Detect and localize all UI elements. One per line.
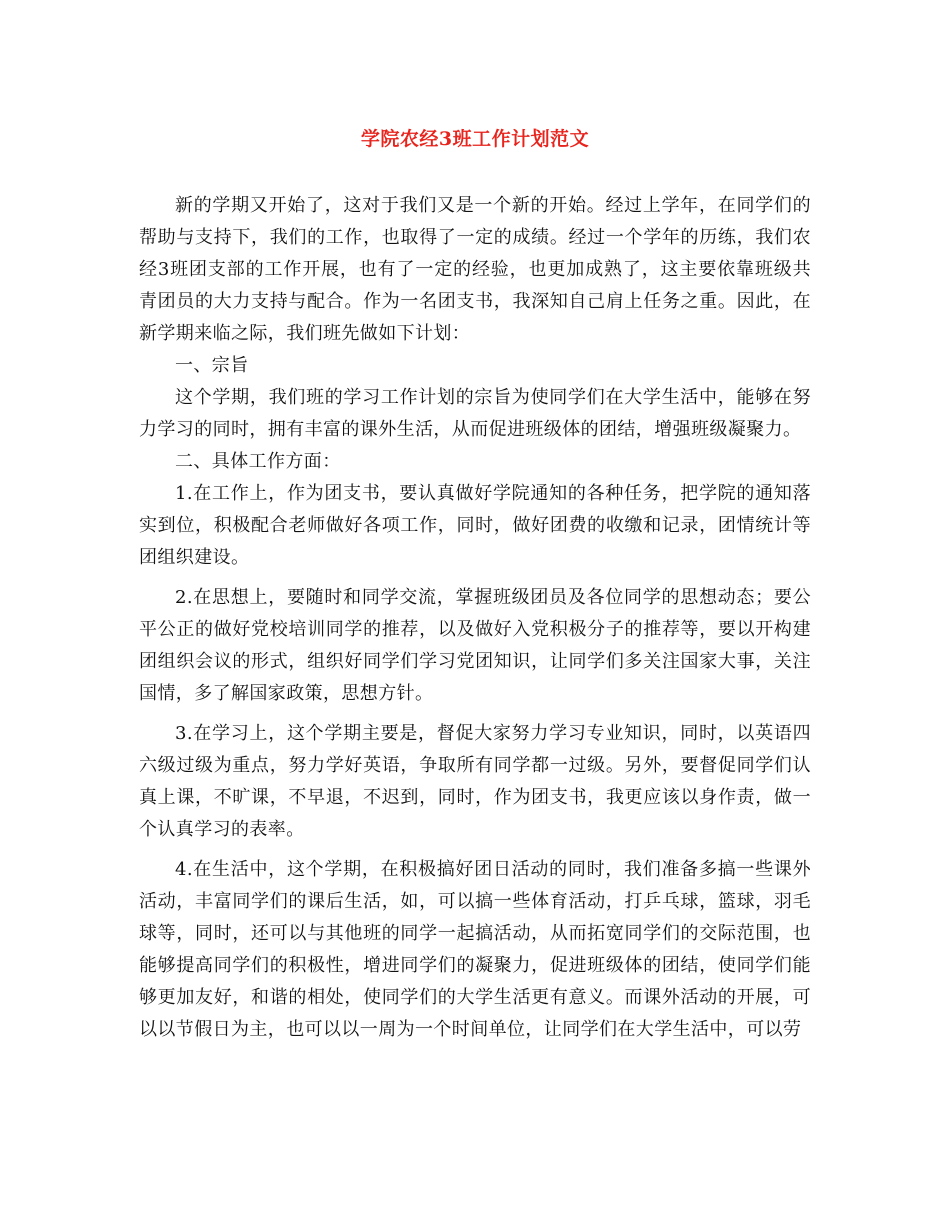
document-title: 学院农经3班工作计划范文 [360,128,590,150]
section-heading-work: 二、具体工作方面： [175,451,341,472]
paragraph-item-life: 4.在生活中，这个学期，在积极搞好团日活动的同时，我们准备多搞一些课外活动，丰富同学们的课后生活，如，可以搞一些体育活动，打乒乓球，篮球，羽毛球等，同时，还可以与其他班的同学一起搞活动，从而拓宽同学们的交际范围，也能够提高同学们的积极性，增进同学们的凝聚力，促进班级体的团结，使同学们能够更加友好，和谐的相处，使同学们的大学生活更有意义。而课外活动的开展，可以以节假日为主，也可以以一周为一个时间单位，让同学们在大学生活中，可以劳 [139,859,811,1040]
paragraph-item-thought: 2.在思想上，要随时和同学交流，掌握班级团员及各位同学的思想动态；要公平公正的做好党校培训同学的推荐，以及做好入党积极分子的推荐等，要以开构建团组织会议的形式，组织好同学们学习党团知识，让同学们多关注国家大事，关注国情，多了解国家政策，思想方针。 [139,587,811,704]
section-heading-purpose: 一、宗旨 [175,355,249,376]
paragraph-item-work: 1.在工作上，作为团支书，要认真做好学院通知的各种任务，把学院的通知落实到位，积极配合老师做好各项工作，同时，做好团费的收缴和记录，团情统计等团组织建设。 [139,483,811,568]
paragraph-purpose: 这个学期，我们班的学习工作计划的宗旨为使同学们在大学生活中，能够在努力学习的同时，拥有丰富的课外生活，从而促进班级体的团结，增强班级凝聚力。 [139,387,811,440]
paragraph-item-study: 3.在学习上，这个学期主要是，督促大家努力学习专业知识，同时，以英语四六级过级为重点，努力学好英语，争取所有同学都一过级。另外，要督促同学们认真上课，不旷课，不早退，不迟到，同时，作为团支书，我更应该以身作责，做一个认真学习的表率。 [139,723,811,840]
document-body [139,190,811,1046]
paragraph-intro: 新的学期又开始了，这对于我们又是一个新的开始。经过上学年，在同学们的帮助与支持下，我们的工作，也取得了一定的成绩。经过一个学年的历练，我们农经3班团支部的工作开展，也有了一定的经验，也更加成熟了，这主要依靠班级共青团员的大力支持与配合。作为一名团支书，我深知自己肩上任务之重。因此，在新学期来临之际，我们班先做如下计划： [139,195,811,344]
